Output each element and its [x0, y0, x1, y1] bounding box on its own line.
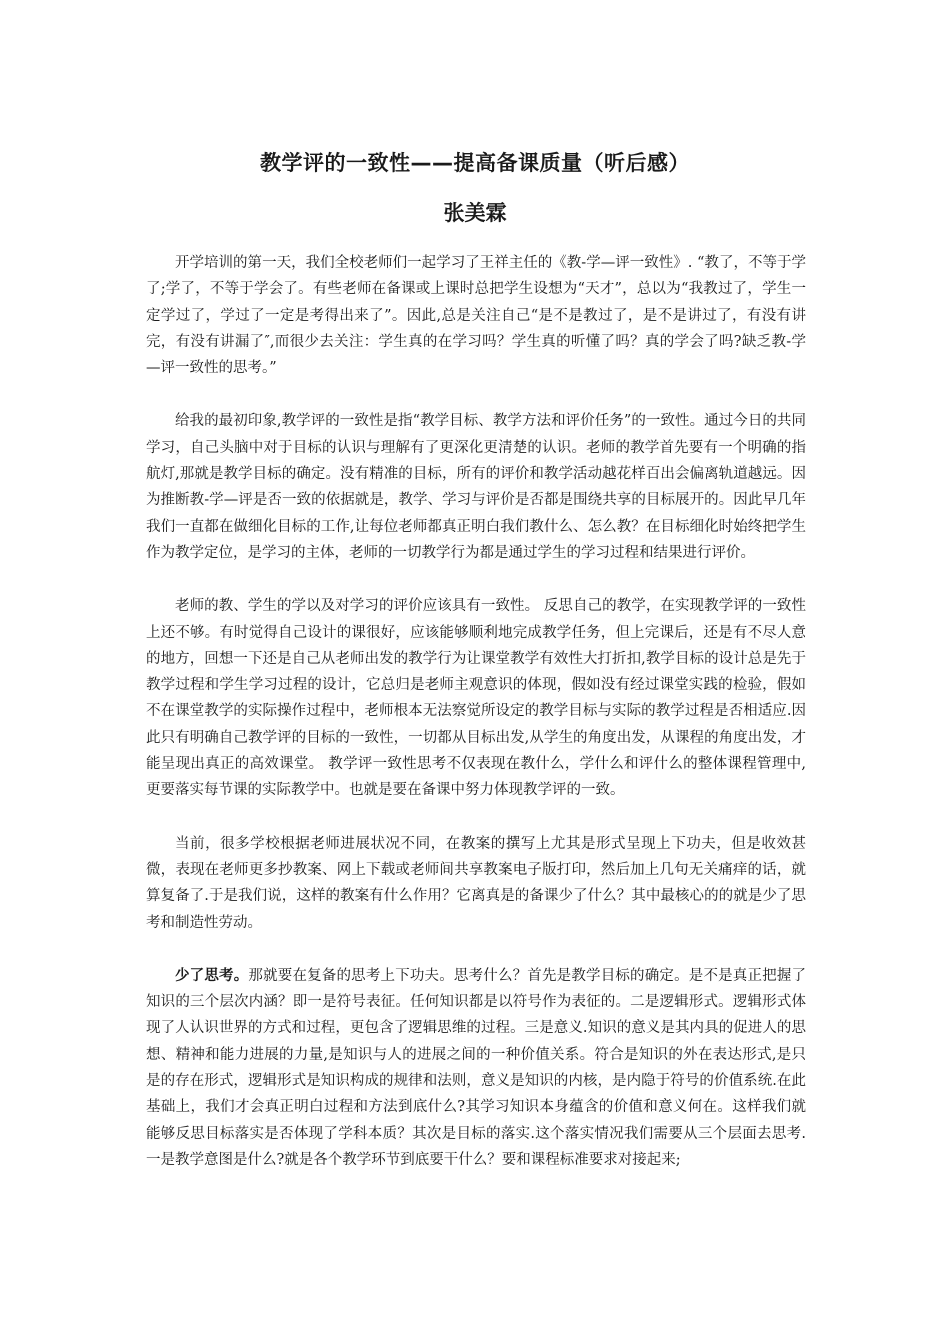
document-title: 教学评的一致性——提高备课质量（听后感） [260, 151, 690, 175]
paragraph-2 [146, 408, 806, 566]
paragraph-text: 老师的教、学生的学以及对学习的评价应该具有一致性。 反思自己的教学，在实现教学评的一致性上还不够。有时觉得自己设计的课很好，应该能够顺利地完成教学任务，但上完课后，还是有不尽人意的地方，回想一下还是自己从老师出发的教学行为让课堂教学有效性大打折扣,教学目标的设计总是先于教学过程和学生学习过程的设计，它总归是老师主观意识的体现，假如没有经过课堂实践的检验，假如不在课堂教学的实际操作过程中，老师根本无法察觉所设定的教学目标与实际的教学过程是否相适应.因此只有明确自己教学评的目标的一致性，一切都从目标出发,从学生的角度出发，从课程的角度出发，才能呈现出真正的高效课堂。 教学评一致性思考不仅表现在教什么，学什么和评什么的整体课程管理中,更要落实每节课的实际教学中。也就是要在备课中努力体现教学评的一致。 [146, 598, 806, 799]
paragraph-lead-heading: 少了思考。 [175, 966, 249, 984]
paragraph-3 [146, 593, 806, 803]
paragraph-text: 开学培训的第一天，我们全校老师们一起学习了王祥主任的《教-学—评一致性》. “教了，不等于学了;学了，不等于学会了。有些老师在备课或上课时总把学生设想为“天才”，总以为“我教过了，学生一定学过了，学过了一定是考得出来了”。因此,总是关注自己“是不是教过了，是不是讲过了，有没有讲完，有没有讲漏了″,而很少去关注：学生真的在学习吗？学生真的听懂了吗？真的学会了吗?缺乏教-学—评一致性的思考。” [146, 255, 806, 377]
paragraph-text: 给我的最初印象,教学评的一致性是指“教学目标、教学方法和评价任务”的一致性。通过今日的共同学习，自己头脑中对于目标的认识与理解有了更深化更清楚的认识。老师的教学首先要有一个明确的指航灯,那就是教学目标的确定。没有精准的目标，所有的评价和教学活动越花样百出会偏离轨道越远。因为推断教-学—评是否一致的依据就是，教学、学习与评价是否都是围绕共享的目标展开的。因此早几年我们一直都在做细化目标的工作,让每位老师都真正明白我们教什么、怎么教？在目标细化时始终把学生作为教学定位，是学习的主体，老师的一切教学行为都是通过学生的学习过程和结果进行评价。 [146, 413, 806, 561]
paragraph-text: 当前，很多学校根据老师进展状况不同，在教案的撰写上尤其是形式呈现上下功夫，但是收效甚微，表现在老师更多抄教案、网上下载或老师间共享教案电子版打印，然后加上几句无关痛痒的话，就算复备了.于是我们说，这样的教案有什么作用？它离真是的备课少了什么？其中最核心的的就是少了思考和制造性劳动。 [146, 835, 806, 931]
document-author: 张美霖 [443, 201, 507, 225]
document-body [146, 250, 806, 1200]
paragraph-1 [146, 250, 806, 381]
paragraph-4 [146, 831, 806, 936]
paragraph-text: 那就要在复备的思考上下功夫。思考什么？首先是教学目标的确定。是不是真正把握了知识的三个层次内涵？即一是符号表征。任何知识都是以符号作为表征的。二是逻辑形式。逻辑形式体现了人认识世界的方式和过程，更包含了逻辑思维的过程。三是意义.知识的意义是其内具的促进人的思想、精神和能力进展的力量,是知识与人的进展之间的一种价值关系。符合是知识的外在表达形式,是只是的存在形式，逻辑形式是知识构成的规律和法则，意义是知识的内核，是内隐于符号的价值系统.在此基础上，我们才会真正明白过程和方法到底什么?其学习知识本身蕴含的价值和意义何在。这样我们就能够反思目标落实是否体现了学科本质？其次是目标的落实.这个落实情况我们需要从三个层面去思考.一是教学意图是什么?就是各个教学环节到底要干什么？要和课程标准要求对接起来; [146, 967, 807, 1168]
paragraph-5 [146, 963, 806, 1173]
